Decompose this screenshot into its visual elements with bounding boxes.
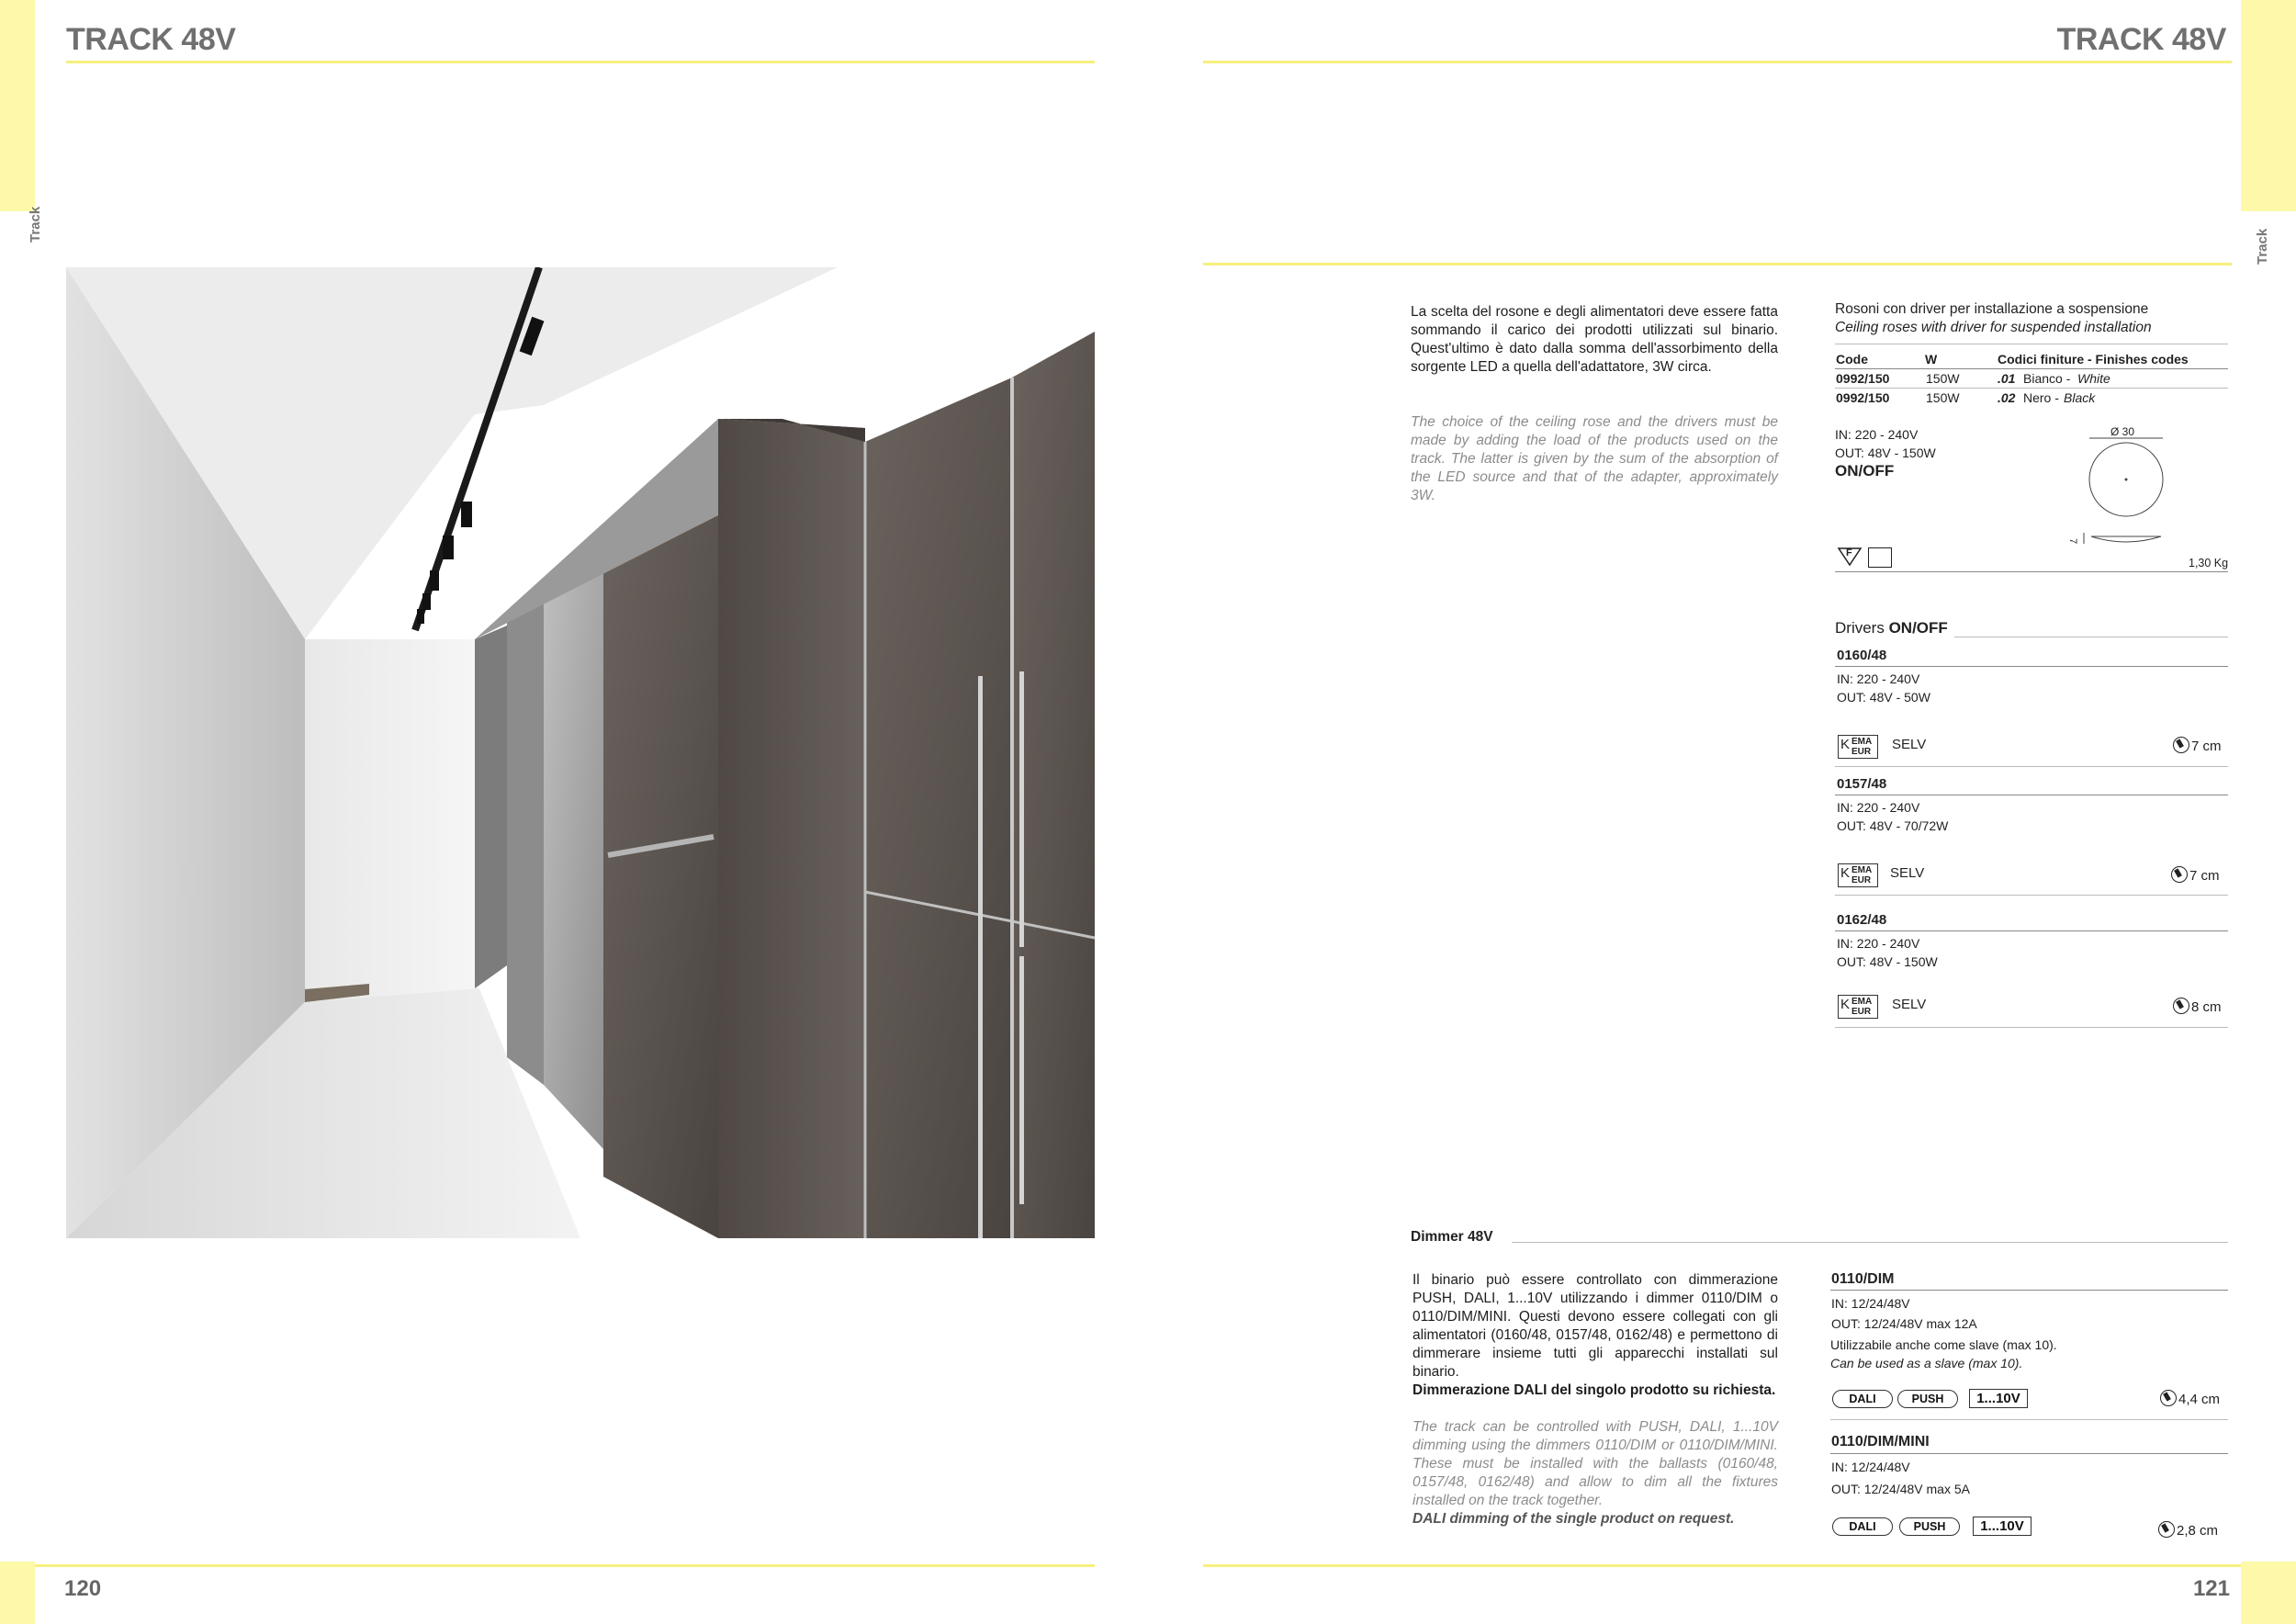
right-header-rule xyxy=(1203,61,2232,63)
driver-out: OUT: 48V - 150W xyxy=(1837,954,1938,969)
ceiling-rose-drawing xyxy=(2071,434,2181,553)
dimmer-code-rule xyxy=(1830,1290,2228,1291)
driver-code: 0160/48 xyxy=(1837,648,1887,663)
right-side-tab-top xyxy=(2241,0,2296,211)
kema-keur-icon: K EMA EUR xyxy=(1838,995,1878,1019)
driver-selv: SELV xyxy=(1892,737,1927,752)
dimmer-text-it: Il binario può essere controllato con dimmerazione PUSH, DALI, 1...10V utilizzando i dimmer 0110/DIM o 0110/DIM/MINI. Questi devono essere collegati con gli alimentatori (0160/48, 0157/48, 0162/48) e permettono di dimmerare insieme tutti gli apparecchi installati sul binario. xyxy=(1412,1272,1778,1380)
dimmer-text-en: The track can be controlled with PUSH, DALI, 1...10V dimming using the dimmers 0110/DIM or 0110/DIM/MINI. These must be installed with the ballasts (0160/48, 0157/48, 0162/48) and allow to dim all the fixtures installed on the track together. xyxy=(1412,1419,1778,1508)
kema-keur-icon: K EMA EUR xyxy=(1838,735,1878,759)
rosoni-row-code: 0992/150 xyxy=(1836,390,1890,405)
ceiling-mount-icon xyxy=(1868,547,1892,568)
right-page-number: 121 xyxy=(2192,1576,2230,1601)
rosoni-weight: 1,30 Kg xyxy=(2189,557,2229,570)
dimmer-code: 0110/DIM xyxy=(1831,1271,1895,1287)
drivers-title-bold: ON/OFF xyxy=(1888,619,1948,637)
cutout-tool-icon xyxy=(2173,737,2189,753)
right-side-tab-label: Track xyxy=(2255,228,2270,265)
driver-code-rule xyxy=(1835,666,2228,667)
rosoni-row-finish-code: .01 xyxy=(1998,371,2016,386)
kema-keur-icon: K EMA EUR xyxy=(1838,863,1878,887)
dimmer-bottom-rule xyxy=(1830,1419,2228,1420)
rosoni-row-finish-code: .02 xyxy=(1998,390,2016,405)
rosoni-header-w: W xyxy=(1925,352,1938,367)
left-side-tab-bottom xyxy=(0,1562,35,1624)
left-header-rule xyxy=(66,61,1095,63)
left-side-tab-top xyxy=(0,0,35,211)
dali-badge: DALI xyxy=(1832,1390,1893,1408)
push-badge: PUSH xyxy=(1897,1390,1958,1408)
rosoni-diameter-label: Ø 30 xyxy=(2110,425,2135,438)
driver-code-rule xyxy=(1835,930,2228,931)
f-mark-letter: F xyxy=(1846,547,1852,558)
dimmer-note-it: Utilizzabile anche come slave (max 10). xyxy=(1830,1337,2057,1352)
rosoni-height-label: 7 xyxy=(2067,537,2079,545)
cutout-tool-icon xyxy=(2158,1521,2175,1538)
rosoni-row-finish-en: Black xyxy=(2064,390,2096,405)
driver-in: IN: 220 - 240V xyxy=(1837,936,1920,951)
rosoni-row-finish-it: Bianco - xyxy=(2023,371,2075,386)
rosoni-bottom-rule xyxy=(1835,571,2228,572)
left-footer-rule xyxy=(35,1564,1095,1567)
intro-text-it: La scelta del rosone e degli alimentatori deve essere fatta sommando il carico dei prodotti utilizzati sul binario. Quest'ultimo è dato dalla somma dell'assorbimento della sorgente LED a quella dell'adattatore, 3W circa. xyxy=(1411,304,1778,375)
rosoni-in: IN: 220 - 240V xyxy=(1835,427,1919,442)
rosoni-header-finishes: Codici finiture - Finishes codes xyxy=(1998,352,2189,367)
driver-bottom-rule xyxy=(1835,895,2228,896)
1-10v-badge: 1...10V xyxy=(1973,1517,2032,1536)
cutout-tool-icon xyxy=(2173,998,2189,1014)
driver-out: OUT: 48V - 50W xyxy=(1837,690,1930,705)
1-10v-badge: 1...10V xyxy=(1969,1389,2028,1408)
rosoni-mode: ON/OFF xyxy=(1835,462,1895,479)
intro-text-en: The choice of the ceiling rose and the drivers must be made by adding the load of the products used on the track. The latter is given by the sum of the absorption of the LED source and that of the adapter, approximately 3W. xyxy=(1411,414,1778,503)
dimmer-text-it-bold: Dimmerazione DALI del singolo prodotto su richiesta. xyxy=(1412,1382,1776,1398)
rosoni-title-en: Ceiling roses with driver for suspended installation xyxy=(1835,320,2152,335)
dimmer-out: OUT: 12/24/48V max 5A xyxy=(1831,1482,1970,1496)
dimmer-text-en-bold: DALI dimming of the single product on request. xyxy=(1412,1511,1735,1527)
left-page-number: 120 xyxy=(64,1576,102,1601)
driver-out: OUT: 48V - 70/72W xyxy=(1837,818,1949,833)
left-side-tab-label: Track xyxy=(28,206,43,242)
driver-code: 0157/48 xyxy=(1837,776,1887,792)
left-page-title: TRACK 48V xyxy=(66,22,236,57)
dimmer-out: OUT: 12/24/48V max 12A xyxy=(1831,1316,1977,1331)
rosoni-row-rule xyxy=(1835,388,2228,389)
dimmer-in: IN: 12/24/48V xyxy=(1831,1460,1910,1474)
driver-in: IN: 220 - 240V xyxy=(1837,671,1920,686)
dimmer-in: IN: 12/24/48V xyxy=(1831,1296,1910,1311)
rosoni-row-w: 150W xyxy=(1926,390,1960,405)
dimmer-title: Dimmer 48V xyxy=(1411,1229,1493,1245)
dimmer-size: 4,4 cm xyxy=(2160,1390,2220,1407)
f-mark-icon xyxy=(1837,547,1863,567)
rosoni-row-finish-en: White xyxy=(2077,371,2110,386)
drivers-title xyxy=(1835,620,1948,637)
driver-in: IN: 220 - 240V xyxy=(1837,800,1920,815)
driver-code: 0162/48 xyxy=(1837,912,1887,928)
driver-size: 8 cm xyxy=(2173,998,2222,1015)
driver-bottom-rule xyxy=(1835,1027,2228,1028)
driver-size: 7 cm xyxy=(2173,737,2222,754)
rosoni-row-finish-it: Nero - xyxy=(2023,390,2063,405)
push-badge: PUSH xyxy=(1899,1517,1960,1536)
cutout-tool-icon xyxy=(2160,1390,2177,1406)
wardrobe-illustration xyxy=(66,267,1095,1238)
driver-selv: SELV xyxy=(1892,997,1927,1012)
right-page-title: TRACK 48V xyxy=(2056,22,2226,57)
right-section-rule xyxy=(1203,263,2232,265)
dimmer-code: 0110/DIM/MINI xyxy=(1831,1434,1930,1449)
dimmer-title-rule xyxy=(1512,1242,2228,1243)
rosoni-out: OUT: 48V - 150W xyxy=(1835,445,1936,460)
rosoni-title-it: Rosoni con driver per installazione a sospensione xyxy=(1835,301,2149,317)
dimmer-note-en: Can be used as a slave (max 10). xyxy=(1830,1356,2023,1370)
drivers-title-prefix: Drivers xyxy=(1835,619,1889,637)
dimmer-code-rule xyxy=(1830,1453,2228,1454)
driver-selv: SELV xyxy=(1890,865,1925,881)
rosoni-header-code: Code xyxy=(1836,352,1868,367)
dali-badge: DALI xyxy=(1832,1517,1893,1536)
cutout-tool-icon xyxy=(2171,866,2188,883)
dimmer-size: 2,8 cm xyxy=(2158,1521,2218,1539)
rosoni-row-code: 0992/150 xyxy=(1836,371,1890,386)
product-photo xyxy=(66,267,1095,1238)
right-footer-rule xyxy=(1203,1564,2241,1567)
right-side-tab-bottom xyxy=(2241,1562,2296,1624)
driver-size: 7 cm xyxy=(2171,866,2220,884)
rosoni-header-rule xyxy=(1835,368,2228,369)
driver-bottom-rule xyxy=(1835,766,2228,767)
rosoni-row-w: 150W xyxy=(1926,371,1960,386)
